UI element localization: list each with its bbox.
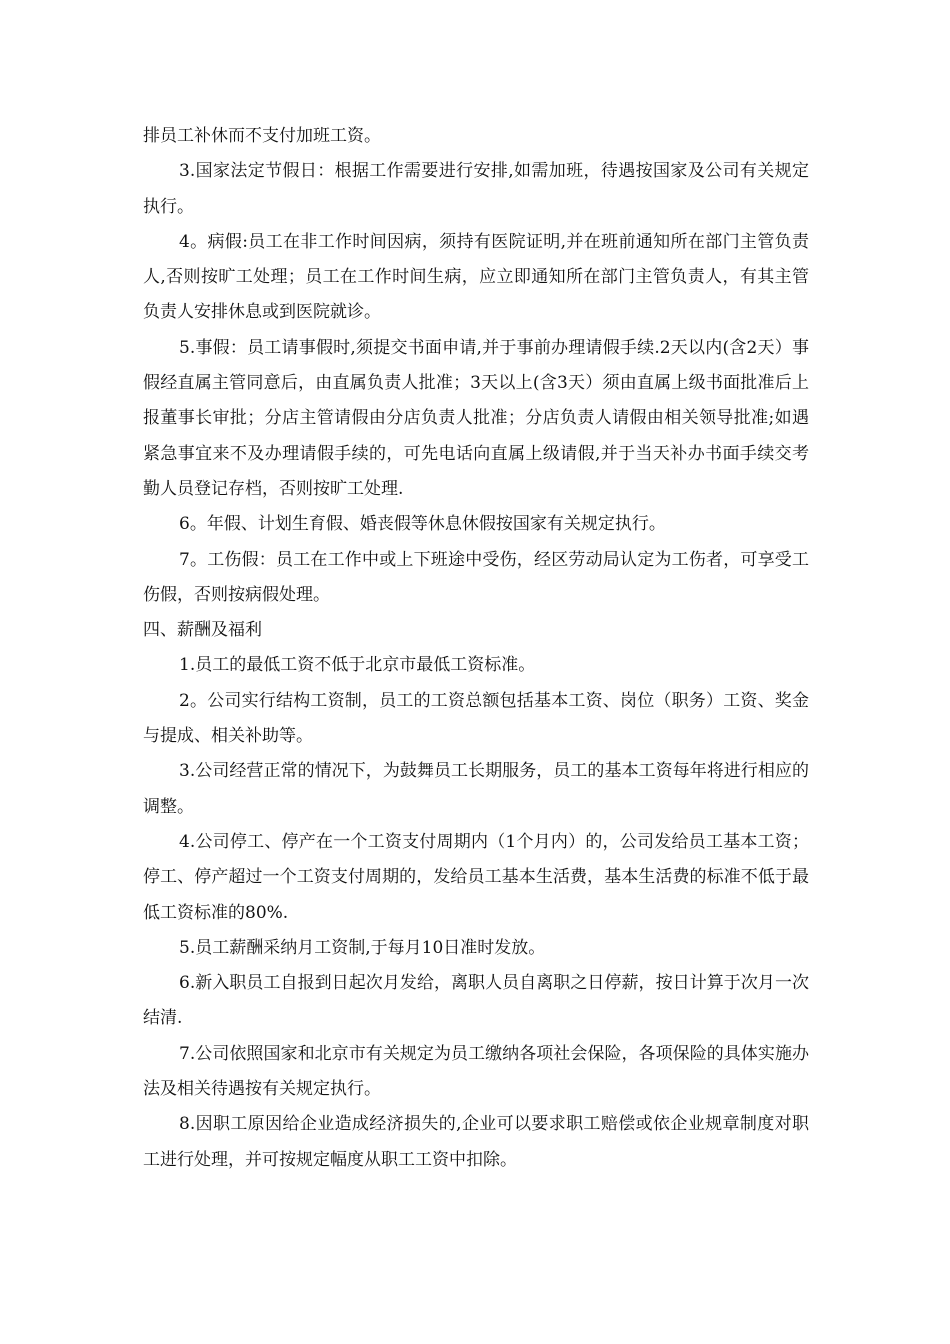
- section-heading-salary: 四、薪酬及福利: [143, 620, 262, 641]
- paragraph-personal-leave: 5.事假：员工请事假时,须提交书面申请,并于事前办理请假手续.2天以内(含2天）事假经直属主管同意后，由直属负责人批准；3天以上(含3天）须由直属上级书面批准后上报董事长审批；分店主管请假由分店负责人批准；分店负责人请假由相关领导批准;如遇紧急事宜来不及办理请假手续的，可先电话向直属上级请假,并于当天补办书面手续交考勤人员登记存档，否则按旷工处理.: [143, 337, 809, 499]
- paragraph-annual-leave: 6。年假、计划生育假、婚丧假等休息休假按国家有关规定执行。: [179, 514, 666, 535]
- paragraph-work-stoppage: 4.公司停工、停产在一个工资支付周期内（1个月内）的，公司发给员工基本工资；停工、停产超过一个工资支付周期的，发给员工基本生活费，基本生活费的标准不低于最低工资标准的80%.: [143, 831, 809, 923]
- paragraph-compensation: 8.因职工原因给企业造成经济损失的,企业可以要求职工赔偿或依企业规章制度对职工进行处理，并可按规定幅度从职工工资中扣除。: [143, 1114, 809, 1170]
- paragraph-min-wage: 1.员工的最低工资不低于北京市最低工资标准。: [179, 655, 536, 676]
- paragraph-social-insurance: 7.公司依照国家和北京市有关规定为员工缴纳各项社会保险，各项保险的具体实施办法及相关待遇按有关规定执行。: [143, 1043, 809, 1100]
- paragraph-continuation: 排员工补休而不支付加班工资。: [143, 126, 381, 146]
- paragraph-new-hire-pay: 6.新入职员工自报到日起次月发给，离职人员自离职之日停薪，按日计算于次月一次结清.: [143, 973, 809, 1029]
- paragraph-injury-leave: 7。工伤假：员工在工作中或上下班途中受伤，经区劳动局认定为工伤者，可享受工伤假，否则按病假处理。: [143, 549, 809, 605]
- paragraph-holiday: 3.国家法定节假日：根据工作需要进行安排,如需加班，待遇按国家及公司有关规定执行。: [143, 161, 809, 217]
- paragraph-pay-date: 5.员工薪酬采纳月工资制,于每月10日准时发放。: [179, 937, 546, 958]
- document-body: [143, 119, 809, 1178]
- paragraph-wage-adjustment: 3.公司经营正常的情况下，为鼓舞员工长期服务，员工的基本工资每年将进行相应的调整。: [143, 761, 809, 817]
- paragraph-wage-structure: 2。公司实行结构工资制，员工的工资总额包括基本工资、岗位（职务）工资、奖金与提成、相关补助等。: [143, 690, 809, 747]
- paragraph-sick-leave: 4。病假:员工在非工作时间因病，须持有医院证明,并在班前通知所在部门主管负责人,否则按旷工处理；员工在工作时间生病，应立即通知所在部门主管负责人，有其主管负责人安排休息或到医院就诊。: [143, 231, 809, 323]
